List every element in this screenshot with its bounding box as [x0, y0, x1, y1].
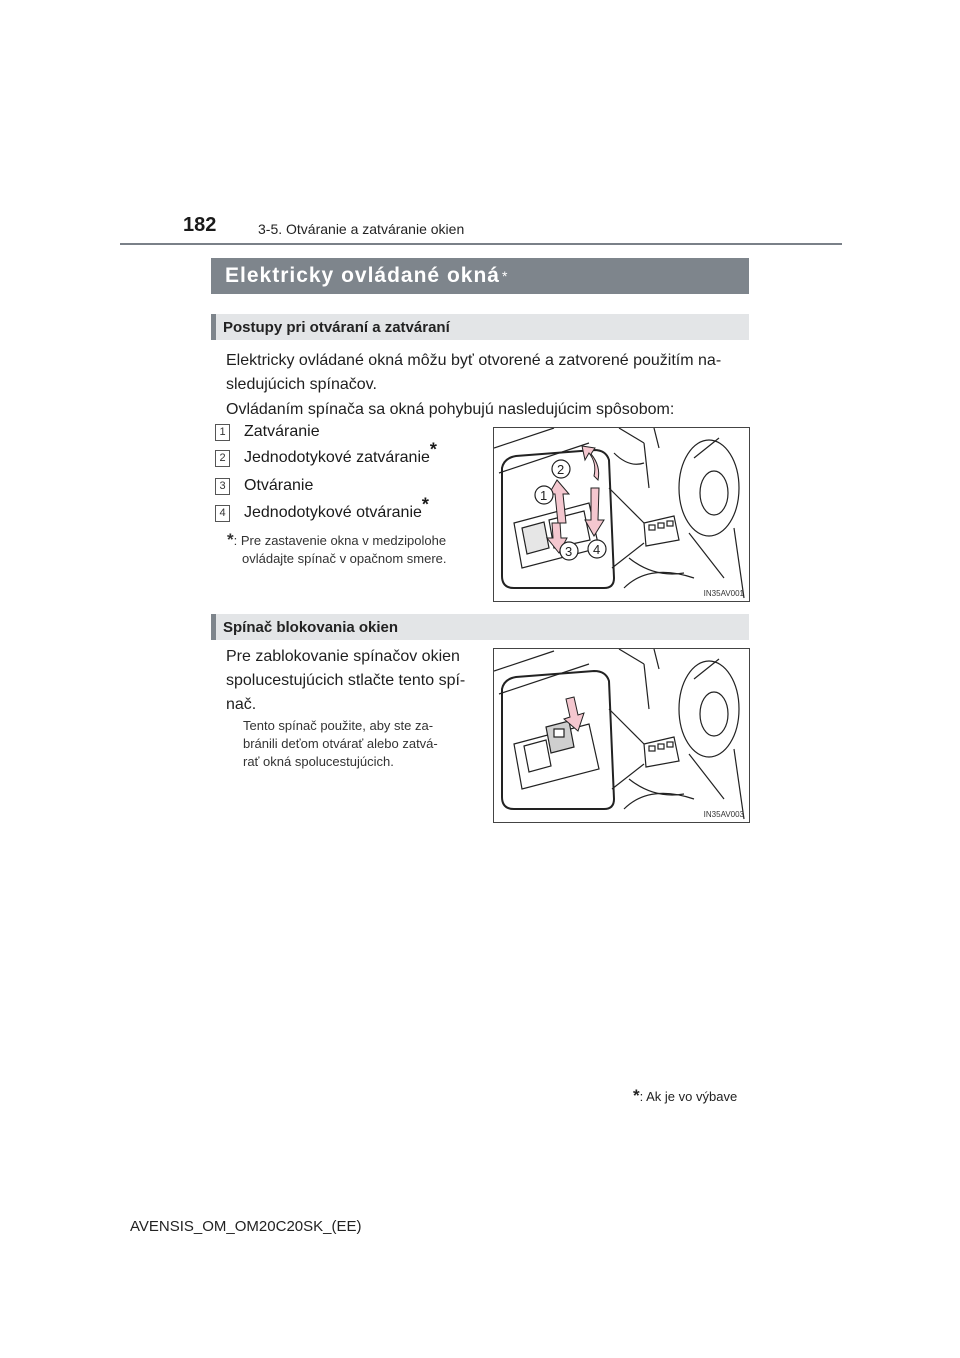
option-star: *	[421, 494, 429, 515]
section-heading-lock-switch-text: Spínač blokovania okien	[223, 618, 399, 636]
list-item	[215, 477, 313, 495]
lock-text-line-2: spolucestujúcich stlačte tento spí-	[226, 672, 466, 689]
footnote-line-1: : Pre zastavenie okna v medzipolohe	[233, 533, 447, 548]
list-item	[215, 423, 320, 441]
option-star: *	[429, 439, 437, 460]
list-item-label: Otváranie	[244, 477, 314, 494]
option-note-text: : Ak je vo výbave	[639, 1089, 738, 1104]
callout-2: 2	[557, 462, 565, 477]
callout-1: 1	[540, 488, 548, 503]
lead-paragraph: Ovládaním spínača sa okná pohybujú nasledujúcim spôsobom:	[226, 401, 675, 418]
list-item-label: Jednodotykové otváranie	[244, 504, 422, 521]
section-heading-operation	[211, 314, 749, 340]
footnote-mark: *	[227, 530, 234, 549]
page-title-option-star: *	[501, 268, 509, 284]
section-breadcrumb: 3-5. Otváranie a zatváranie okien	[258, 221, 465, 237]
figure-code: IN35AV003	[703, 810, 744, 819]
list-item-number: 2	[215, 450, 230, 467]
lock-switch-paragraph	[226, 645, 478, 717]
section-heading-lock-switch	[211, 614, 749, 640]
list-item-label: Zatváranie	[244, 423, 320, 440]
callout-3: 3	[565, 544, 573, 559]
figure-code: IN35AV001	[703, 589, 744, 598]
lock-switch-note	[243, 717, 483, 771]
page-number: 182	[183, 214, 217, 236]
footnote-line-2: ovládajte spínač v opačnom smere.	[242, 551, 447, 566]
option-note-mark: *	[633, 1086, 640, 1105]
list-item	[215, 494, 429, 522]
figure-lock-switch	[493, 648, 750, 823]
document-code: AVENSIS_OM_OM20C20SK_(EE)	[130, 1218, 362, 1235]
option-note	[633, 1086, 737, 1106]
list-item-number: 1	[215, 424, 230, 441]
list-item-number: 4	[215, 505, 230, 522]
callout-4: 4	[593, 542, 601, 557]
section-heading-operation-text: Postupy pri otváraní a zatváraní	[223, 318, 450, 336]
figure-window-switch	[493, 427, 750, 602]
page-title	[211, 258, 749, 294]
intro-paragraph	[226, 349, 751, 397]
lock-switch-illustration	[494, 649, 749, 822]
list-item	[215, 439, 437, 467]
lock-text-line-1: Pre zablokovanie spínačov okien	[226, 648, 460, 665]
lock-note-line-3: rať okná spolucestujúcich.	[243, 754, 394, 769]
header-divider	[120, 243, 842, 245]
lock-text-line-3: nač.	[226, 696, 257, 713]
intro-line-1: Elektricky ovládané okná môžu byť otvorené a zatvorené použitím na-	[226, 352, 722, 369]
intro-line-2: sledujúcich spínačov.	[226, 376, 377, 393]
list-item-label: Jednodotykové zatváranie	[244, 449, 430, 466]
lock-note-line-1: Tento spínač použite, aby ste za-	[243, 718, 434, 733]
page-title-text: Elektricky ovládané okná	[225, 264, 500, 287]
lock-note-line-2: bránili deťom otvárať alebo zatvá-	[243, 736, 438, 751]
footnote	[227, 531, 492, 568]
window-switch-illustration	[494, 428, 749, 601]
list-item-number: 3	[215, 478, 230, 495]
